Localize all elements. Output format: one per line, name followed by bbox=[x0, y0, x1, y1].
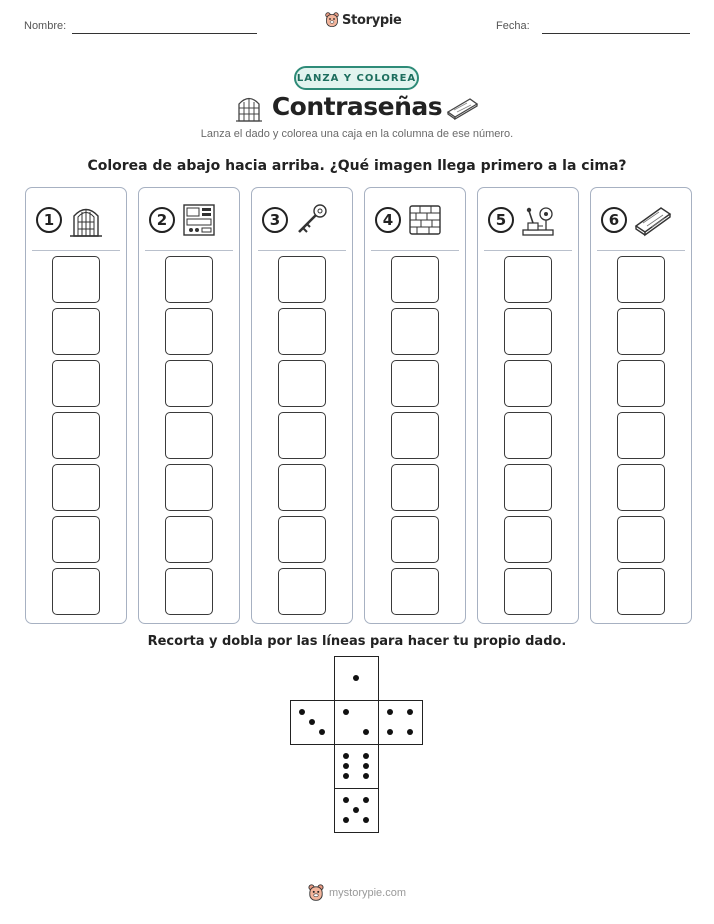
color-box[interactable] bbox=[278, 308, 326, 355]
color-box[interactable] bbox=[617, 256, 665, 303]
color-box[interactable] bbox=[504, 308, 552, 355]
bear-icon bbox=[325, 12, 339, 28]
date-label: Fecha: bbox=[496, 20, 530, 32]
color-box[interactable] bbox=[52, 464, 100, 511]
name-line[interactable] bbox=[72, 33, 257, 34]
dice-face-6 bbox=[334, 744, 379, 789]
color-box[interactable] bbox=[617, 516, 665, 563]
key-icon bbox=[294, 202, 330, 238]
color-box[interactable] bbox=[278, 412, 326, 459]
column-number: 2 bbox=[149, 207, 175, 233]
dice-face-3 bbox=[290, 700, 335, 745]
color-box[interactable] bbox=[617, 464, 665, 511]
color-box[interactable] bbox=[165, 308, 213, 355]
color-box[interactable] bbox=[504, 360, 552, 407]
footer-url[interactable]: mystorypie.com bbox=[329, 887, 407, 899]
game-question: Colorea de abajo hacia arriba. ¿Qué imagen llega primero a la cima? bbox=[87, 158, 627, 174]
color-box[interactable] bbox=[52, 412, 100, 459]
lever-machine-icon bbox=[520, 202, 556, 238]
stone-wall-icon bbox=[407, 202, 443, 238]
color-box[interactable] bbox=[165, 464, 213, 511]
color-box[interactable] bbox=[278, 360, 326, 407]
bear-icon bbox=[308, 884, 324, 902]
column-5 bbox=[477, 187, 579, 624]
column-1 bbox=[25, 187, 127, 624]
wooden-plank-icon bbox=[633, 202, 673, 238]
color-box[interactable] bbox=[52, 516, 100, 563]
column-number: 3 bbox=[262, 207, 288, 233]
column-4 bbox=[364, 187, 466, 624]
color-box[interactable] bbox=[617, 412, 665, 459]
color-box[interactable] bbox=[504, 464, 552, 511]
color-box[interactable] bbox=[52, 256, 100, 303]
color-box[interactable] bbox=[165, 568, 213, 615]
color-box[interactable] bbox=[504, 516, 552, 563]
color-box[interactable] bbox=[278, 464, 326, 511]
color-box[interactable] bbox=[52, 568, 100, 615]
color-box[interactable] bbox=[391, 256, 439, 303]
color-box[interactable] bbox=[391, 464, 439, 511]
color-box[interactable] bbox=[617, 360, 665, 407]
dice-face-2 bbox=[334, 700, 379, 745]
column-number: 1 bbox=[36, 207, 62, 233]
color-box[interactable] bbox=[391, 308, 439, 355]
castle-door-icon bbox=[234, 92, 264, 122]
column-number: 6 bbox=[601, 207, 627, 233]
column-6 bbox=[590, 187, 692, 624]
color-box[interactable] bbox=[391, 568, 439, 615]
dice-face-1 bbox=[334, 656, 379, 701]
name-label: Nombre: bbox=[24, 20, 67, 32]
color-box[interactable] bbox=[278, 256, 326, 303]
color-box[interactable] bbox=[504, 568, 552, 615]
column-number: 4 bbox=[375, 207, 401, 233]
brand-name: Storypie bbox=[342, 12, 402, 28]
dice-face-4 bbox=[378, 700, 423, 745]
cut-instruction: Recorta y dobla por las líneas para hacer tu propio dado. bbox=[147, 634, 567, 649]
brand-logo bbox=[325, 12, 402, 28]
color-box[interactable] bbox=[165, 256, 213, 303]
color-box[interactable] bbox=[391, 360, 439, 407]
color-box[interactable] bbox=[165, 412, 213, 459]
control-panel-icon bbox=[181, 202, 217, 238]
color-box[interactable] bbox=[165, 360, 213, 407]
dice-face-5 bbox=[334, 788, 379, 833]
instructions: Lanza el dado y colorea una caja en la columna de ese número. bbox=[200, 128, 514, 140]
color-box[interactable] bbox=[52, 360, 100, 407]
column-3 bbox=[251, 187, 353, 624]
column-2 bbox=[138, 187, 240, 624]
color-box[interactable] bbox=[504, 256, 552, 303]
color-box[interactable] bbox=[504, 412, 552, 459]
activity-badge: LANZA Y COLOREA bbox=[294, 66, 419, 90]
column-number: 5 bbox=[488, 207, 514, 233]
date-line[interactable] bbox=[542, 33, 690, 34]
wooden-plank-icon bbox=[445, 96, 479, 120]
color-box[interactable] bbox=[278, 516, 326, 563]
color-box[interactable] bbox=[617, 568, 665, 615]
page-title: Contraseñas bbox=[271, 92, 443, 121]
color-box[interactable] bbox=[391, 412, 439, 459]
color-box[interactable] bbox=[617, 308, 665, 355]
color-box[interactable] bbox=[391, 516, 439, 563]
color-box[interactable] bbox=[165, 516, 213, 563]
castle-door-icon bbox=[68, 202, 104, 238]
color-box[interactable] bbox=[52, 308, 100, 355]
color-box[interactable] bbox=[278, 568, 326, 615]
footer bbox=[308, 884, 406, 902]
